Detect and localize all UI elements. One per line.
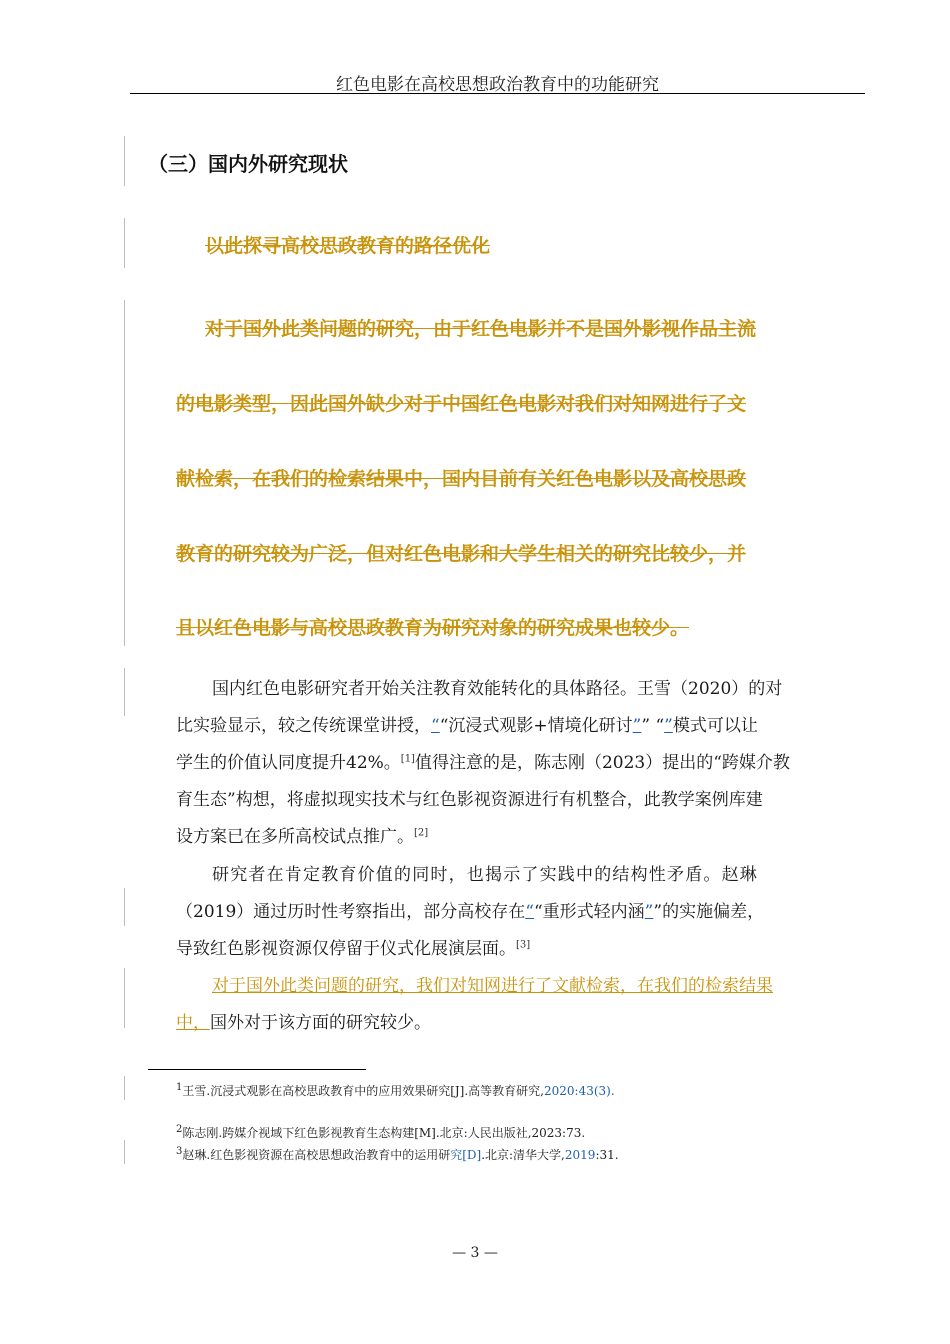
footnote-text: 赵琳.红色影视资源在高校思想政治教育中的运用研 <box>182 1148 451 1162</box>
footnote-inserted: 究[D] <box>450 1148 482 1162</box>
deleted-line: 的电影类型，因此国外缺少对于中国红色电影对我们对知网进行了文 <box>176 393 747 415</box>
footnote-text: .北京:清华大学, <box>481 1148 565 1162</box>
citation-ref[interactable]: [1] <box>400 753 415 765</box>
text-run: 比实验显示，较之传统课堂讲授， <box>176 716 431 736</box>
text-run: 设方案已在多所高校试点推广。 <box>176 827 414 847</box>
para2-line <box>176 897 764 922</box>
footnote-2 <box>176 1124 585 1141</box>
running-header: 红色电影在高校思想政治教育中的功能研究 <box>336 75 659 95</box>
text-run: “重形式轻内涵 <box>533 902 645 922</box>
change-bar <box>124 136 125 186</box>
header-rule <box>130 93 865 94</box>
deleted-line: 教育的研究较为广泛，但对红色电影和大学生相关的研究比较少，并 <box>176 543 747 565</box>
para1-line <box>176 822 428 847</box>
text-run: （2019）通过历时性考察指出，部分高校存在 <box>176 902 526 922</box>
para1-line <box>176 748 790 773</box>
text-run: “沉浸式观影+情境化研讨 <box>439 716 633 736</box>
text-run: 学生的价值认同度提升42%。 <box>176 753 401 773</box>
text-run: 值得注意的是，陈志刚（2023）提出的“跨媒介教 <box>414 753 790 773</box>
inserted-quote: “ <box>525 902 534 922</box>
text-run: 导致红色影视资源仅停留于仪式化展演层面。 <box>176 939 516 959</box>
footnote-text: :31. <box>595 1148 619 1162</box>
footnote-separator <box>148 1069 366 1070</box>
para2-line <box>176 934 530 959</box>
citation-ref[interactable]: [2] <box>414 827 429 839</box>
deleted-line: 对于国外此类问题的研究，由于红色电影并不是国外影视作品主流 <box>205 318 757 340</box>
para3-line <box>176 1008 431 1033</box>
change-bar <box>124 888 125 926</box>
footnote-text: 王雪.沉浸式观影在高校思政教育中的应用效果研究[J].高等教育研究, <box>182 1084 544 1098</box>
change-bar <box>124 1140 125 1164</box>
inserted-quote: “ <box>431 716 440 736</box>
para1-line: 国内红色电影研究者开始关注教育效能转化的具体路径。王雪（2020）的对 <box>212 679 783 699</box>
footnote-inserted: 2020:43(3). <box>544 1084 615 1098</box>
inserted-quote: ” <box>632 716 642 736</box>
footnote-3 <box>176 1146 619 1163</box>
citation-ref[interactable]: [3] <box>516 939 531 951</box>
text-run: ”的实施偏差， <box>653 902 765 922</box>
inserted-quote: ” <box>644 902 654 922</box>
change-bar <box>124 968 125 1028</box>
footnote-text: 陈志刚.跨媒介视域下红色影视教育生态构建[M].北京:人民出版社,2023:73. <box>182 1126 586 1140</box>
deleted-line: 献检索，在我们的检索结果中，国内目前有关红色电影以及高校思政 <box>176 468 747 490</box>
footnote-inserted: 2019 <box>564 1148 596 1162</box>
para3-inserted-line: 对于国外此类问题的研究，我们对知网进行了文献检索，在我们的检索结果 <box>212 976 773 996</box>
change-bar <box>124 668 125 716</box>
deleted-line: 且以红色电影与高校思政教育为研究对象的研究成果也较少。 <box>176 617 690 639</box>
text-run: ” “ <box>641 716 665 736</box>
inserted-quote: ” <box>664 716 673 736</box>
page-number: — 3 — <box>452 1245 498 1261</box>
section-heading: （三）国内外研究现状 <box>148 152 348 176</box>
inserted-text: 中， <box>176 1013 210 1033</box>
footnote-number: 2 <box>176 1124 183 1135</box>
deleted-heading: 以此探寻高校思政教育的路径优化 <box>205 235 491 257</box>
para1-line: 育生态”构想，将虚拟现实技术与红色影视资源进行有机整合，此教学案例库建 <box>176 790 763 810</box>
footnote-number: 3 <box>176 1146 183 1157</box>
change-bar <box>124 218 125 268</box>
text-run: 国外对于该方面的研究较少。 <box>210 1013 431 1033</box>
para2-line: 研究者在肯定教育价值的同时，也揭示了实践中的结构性矛盾。赵琳 <box>212 865 758 885</box>
change-bar <box>124 300 125 646</box>
text-run: 模式可以让 <box>672 716 758 736</box>
footnote-number: 1 <box>176 1082 183 1093</box>
footnote-1 <box>176 1082 615 1099</box>
change-bar <box>124 1076 125 1100</box>
para1-line <box>176 711 758 736</box>
